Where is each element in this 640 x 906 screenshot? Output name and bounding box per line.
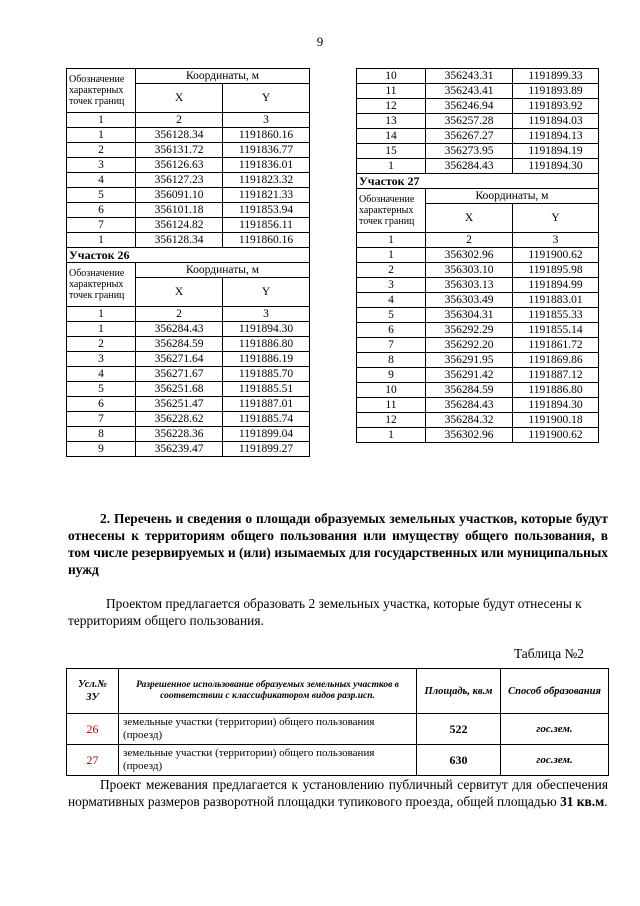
section-title-row (67, 248, 310, 263)
table-row (67, 218, 310, 233)
paragraph-1-text: Проектом предлагается образовать 2 земельных участка, которые будут отнесены к территориям общего пользования. (68, 596, 582, 628)
point-number: 1 (357, 428, 426, 443)
coord-y: 1191900.62 (513, 248, 599, 263)
coord-x: 356302.96 (426, 428, 513, 443)
coord-header-row (357, 189, 599, 204)
coord-y: 1191900.62 (513, 428, 599, 443)
coord-x: 356267.27 (426, 129, 513, 144)
point-number: 4 (67, 173, 136, 188)
coord-x: 356304.31 (426, 308, 513, 323)
column-number: 2 (426, 233, 513, 248)
table-row (67, 188, 310, 203)
point-number: 7 (67, 218, 136, 233)
table-2-header-method: Способ образования (501, 669, 609, 714)
point-number: 3 (67, 158, 136, 173)
point-number: 6 (357, 323, 426, 338)
column-number: 3 (223, 307, 310, 322)
coord-y: 1191823.32 (223, 173, 310, 188)
x-header: X (426, 204, 513, 233)
table-row (357, 323, 599, 338)
coord-y: 1191885.70 (223, 367, 310, 382)
table-row (357, 248, 599, 263)
coord-y: 1191900.18 (513, 413, 599, 428)
point-number: 11 (357, 398, 426, 413)
coordinates-header: Координаты, м (426, 189, 599, 204)
coord-y: 1191886.19 (223, 352, 310, 367)
coord-x: 356284.59 (426, 383, 513, 398)
point-number: 12 (357, 413, 426, 428)
table-row (67, 427, 310, 442)
coord-y: 1191894.30 (223, 322, 310, 337)
coord-header-row (67, 263, 310, 278)
table-2 (66, 668, 609, 776)
table-row (357, 263, 599, 278)
page-number: 9 (316, 34, 324, 49)
coord-y: 1191855.14 (513, 323, 599, 338)
column-number: 2 (136, 113, 223, 128)
table-2-header-row (67, 669, 609, 714)
coord-x: 356284.43 (426, 159, 513, 174)
coord-x: 356284.59 (136, 337, 223, 352)
coord-y: 1191899.04 (223, 427, 310, 442)
column-number-row (357, 233, 599, 248)
point-number: 6 (67, 203, 136, 218)
coord-x: 356271.64 (136, 352, 223, 367)
table-row (67, 173, 310, 188)
coord-y: 1191860.16 (223, 233, 310, 248)
table-row (67, 128, 310, 143)
coord-x: 356246.94 (426, 99, 513, 114)
coord-y: 1191836.77 (223, 143, 310, 158)
coord-y: 1191869.86 (513, 353, 599, 368)
table-row (357, 99, 599, 114)
coord-x: 356251.47 (136, 397, 223, 412)
coord-y: 1191853.94 (223, 203, 310, 218)
coord-y: 1191886.80 (513, 383, 599, 398)
table-row (357, 84, 599, 99)
point-number: 1 (67, 322, 136, 337)
point-number: 1 (67, 128, 136, 143)
table-row (67, 442, 310, 457)
coord-x: 356273.95 (426, 144, 513, 159)
plot-area: 522 (417, 714, 501, 745)
table-row (357, 428, 599, 443)
point-number: 8 (357, 353, 426, 368)
coord-y: 1191899.33 (513, 69, 599, 84)
table-row (67, 352, 310, 367)
coord-x: 356284.43 (136, 322, 223, 337)
table-row (357, 353, 599, 368)
point-number: 10 (357, 383, 426, 398)
coord-x: 356243.31 (426, 69, 513, 84)
coord-x: 356251.68 (136, 382, 223, 397)
coord-x: 356291.95 (426, 353, 513, 368)
column-number: 1 (357, 233, 426, 248)
table-row (357, 159, 599, 174)
table-row (67, 397, 310, 412)
table-2-header-use: Разрешенное использование образуемых земельных участков в соответствии с классификатором видов разр.исп. (119, 669, 417, 714)
coord-x: 356303.49 (426, 293, 513, 308)
coord-x: 356284.43 (426, 398, 513, 413)
coord-y: 1191860.16 (223, 128, 310, 143)
table-row (357, 413, 599, 428)
formation-method: гос.зем. (501, 745, 609, 776)
easement-area: 31 кв.м (560, 794, 605, 809)
column-number: 3 (513, 233, 599, 248)
point-number: 14 (357, 129, 426, 144)
point-number: 8 (67, 427, 136, 442)
coord-x: 356292.20 (426, 338, 513, 353)
point-number: 6 (67, 397, 136, 412)
table-row (67, 337, 310, 352)
coord-x: 356228.36 (136, 427, 223, 442)
coordinates-table-right (356, 68, 599, 443)
point-label-header: Обозначение характерных точек границ (67, 263, 136, 307)
coord-y: 1191885.74 (223, 412, 310, 427)
permitted-use: земельные участки (территории) общего пользования (проезд) (119, 714, 417, 745)
point-number: 15 (357, 144, 426, 159)
coord-y: 1191894.30 (513, 159, 599, 174)
table-row (357, 129, 599, 144)
table-row (67, 382, 310, 397)
coord-y: 1191894.19 (513, 144, 599, 159)
table-row (357, 69, 599, 84)
coord-y: 1191895.98 (513, 263, 599, 278)
coordinates-header: Координаты, м (136, 263, 310, 278)
formation-method: гос.зем. (501, 714, 609, 745)
plot-number: 26 (67, 714, 119, 745)
table-row (357, 144, 599, 159)
paragraph-2-text: Проект межевания предлагается к установлению публичный сервитут для обеспечения нормативных размеров разворотной площадки тупикового проезда, общей площадью (68, 777, 608, 809)
section-title-row (357, 174, 599, 189)
table-2-title: Таблица №2 (513, 646, 584, 661)
coord-y: 1191836.01 (223, 158, 310, 173)
coord-y: 1191894.30 (513, 398, 599, 413)
point-number: 5 (67, 188, 136, 203)
coord-x: 356091.10 (136, 188, 223, 203)
coord-x: 356243.41 (426, 84, 513, 99)
coord-y: 1191893.92 (513, 99, 599, 114)
section-title: Участок 27 (357, 174, 599, 189)
table-row (357, 278, 599, 293)
table-row (357, 308, 599, 323)
point-number: 9 (67, 442, 136, 457)
y-header: Y (513, 204, 599, 233)
table-row (357, 398, 599, 413)
table-row (67, 158, 310, 173)
y-header: Y (223, 84, 310, 113)
table-row (67, 143, 310, 158)
permitted-use: земельные участки (территории) общего пользования (проезд) (119, 745, 417, 776)
point-number: 5 (67, 382, 136, 397)
section-2-heading (68, 510, 608, 578)
section-2-heading-text: 2. Перечень и сведения о площади образуемых земельных участков, которые будут отнесены к территориям общего пользования или имуществу общего пользования, в том числе резервируемых и (или) изымаемых для государственных или муниципальных нужд (68, 511, 608, 577)
coord-x: 356124.82 (136, 218, 223, 233)
table-row (357, 338, 599, 353)
point-number: 11 (357, 84, 426, 99)
column-number: 3 (223, 113, 310, 128)
table-row (357, 383, 599, 398)
column-number-row (67, 113, 310, 128)
point-label-header: Обозначение характерных точек границ (357, 189, 426, 233)
point-number: 10 (357, 69, 426, 84)
table-row (67, 714, 609, 745)
coord-x: 356257.28 (426, 114, 513, 129)
point-number: 9 (357, 368, 426, 383)
coord-y: 1191887.12 (513, 368, 599, 383)
point-number: 4 (357, 293, 426, 308)
coordinates-header: Координаты, м (136, 69, 310, 84)
coord-header-row (67, 69, 310, 84)
point-number: 5 (357, 308, 426, 323)
coord-x: 356228.62 (136, 412, 223, 427)
column-number: 1 (67, 307, 136, 322)
point-number: 2 (67, 337, 136, 352)
coord-x: 356271.67 (136, 367, 223, 382)
table-row (67, 203, 310, 218)
coord-y: 1191899.27 (223, 442, 310, 457)
coord-y: 1191883.01 (513, 293, 599, 308)
coord-y: 1191821.33 (223, 188, 310, 203)
column-number: 2 (136, 307, 223, 322)
point-label-header: Обозначение характерных точек границ (67, 69, 136, 113)
point-number: 7 (357, 338, 426, 353)
coord-y: 1191885.51 (223, 382, 310, 397)
point-number: 2 (67, 143, 136, 158)
paragraph-1 (68, 595, 608, 629)
point-number: 12 (357, 99, 426, 114)
paragraph-2-end: . (604, 794, 608, 809)
coord-x: 356302.96 (426, 248, 513, 263)
table-row (67, 367, 310, 382)
point-number: 4 (67, 367, 136, 382)
coordinates-table-left (66, 68, 310, 457)
coord-x: 356292.29 (426, 323, 513, 338)
coord-x: 356126.63 (136, 158, 223, 173)
table-2-header-area: Площадь, кв.м (417, 669, 501, 714)
coord-x: 356303.10 (426, 263, 513, 278)
table-row (357, 368, 599, 383)
coord-x: 356128.34 (136, 233, 223, 248)
paragraph-2 (68, 776, 608, 810)
coord-y: 1191856.11 (223, 218, 310, 233)
coord-x: 356101.18 (136, 203, 223, 218)
point-number: 1 (357, 159, 426, 174)
coord-y: 1191861.72 (513, 338, 599, 353)
table-row (67, 745, 609, 776)
coord-x: 356131.72 (136, 143, 223, 158)
table-2-header-num: Усл.№ ЗУ (67, 669, 119, 714)
section-title: Участок 26 (67, 248, 310, 263)
coord-y: 1191894.03 (513, 114, 599, 129)
point-number: 1 (67, 233, 136, 248)
coord-x: 356303.13 (426, 278, 513, 293)
coord-y: 1191894.99 (513, 278, 599, 293)
y-header: Y (223, 278, 310, 307)
point-number: 7 (67, 412, 136, 427)
coord-y: 1191886.80 (223, 337, 310, 352)
plot-area: 630 (417, 745, 501, 776)
coord-y: 1191893.89 (513, 84, 599, 99)
coord-x: 356284.32 (426, 413, 513, 428)
table-row (67, 233, 310, 248)
point-number: 2 (357, 263, 426, 278)
table-row (357, 114, 599, 129)
table-row (357, 293, 599, 308)
point-number: 13 (357, 114, 426, 129)
table-row (67, 322, 310, 337)
coord-x: 356128.34 (136, 128, 223, 143)
column-number-row (67, 307, 310, 322)
x-header: X (136, 278, 223, 307)
coord-y: 1191887.01 (223, 397, 310, 412)
point-number: 3 (357, 278, 426, 293)
coord-y: 1191894.13 (513, 129, 599, 144)
x-header: X (136, 84, 223, 113)
coord-x: 356127.23 (136, 173, 223, 188)
point-number: 1 (357, 248, 426, 263)
table-row (67, 412, 310, 427)
coord-x: 356239.47 (136, 442, 223, 457)
coord-y: 1191855.33 (513, 308, 599, 323)
point-number: 3 (67, 352, 136, 367)
coord-x: 356291.42 (426, 368, 513, 383)
plot-number: 27 (67, 745, 119, 776)
column-number: 1 (67, 113, 136, 128)
